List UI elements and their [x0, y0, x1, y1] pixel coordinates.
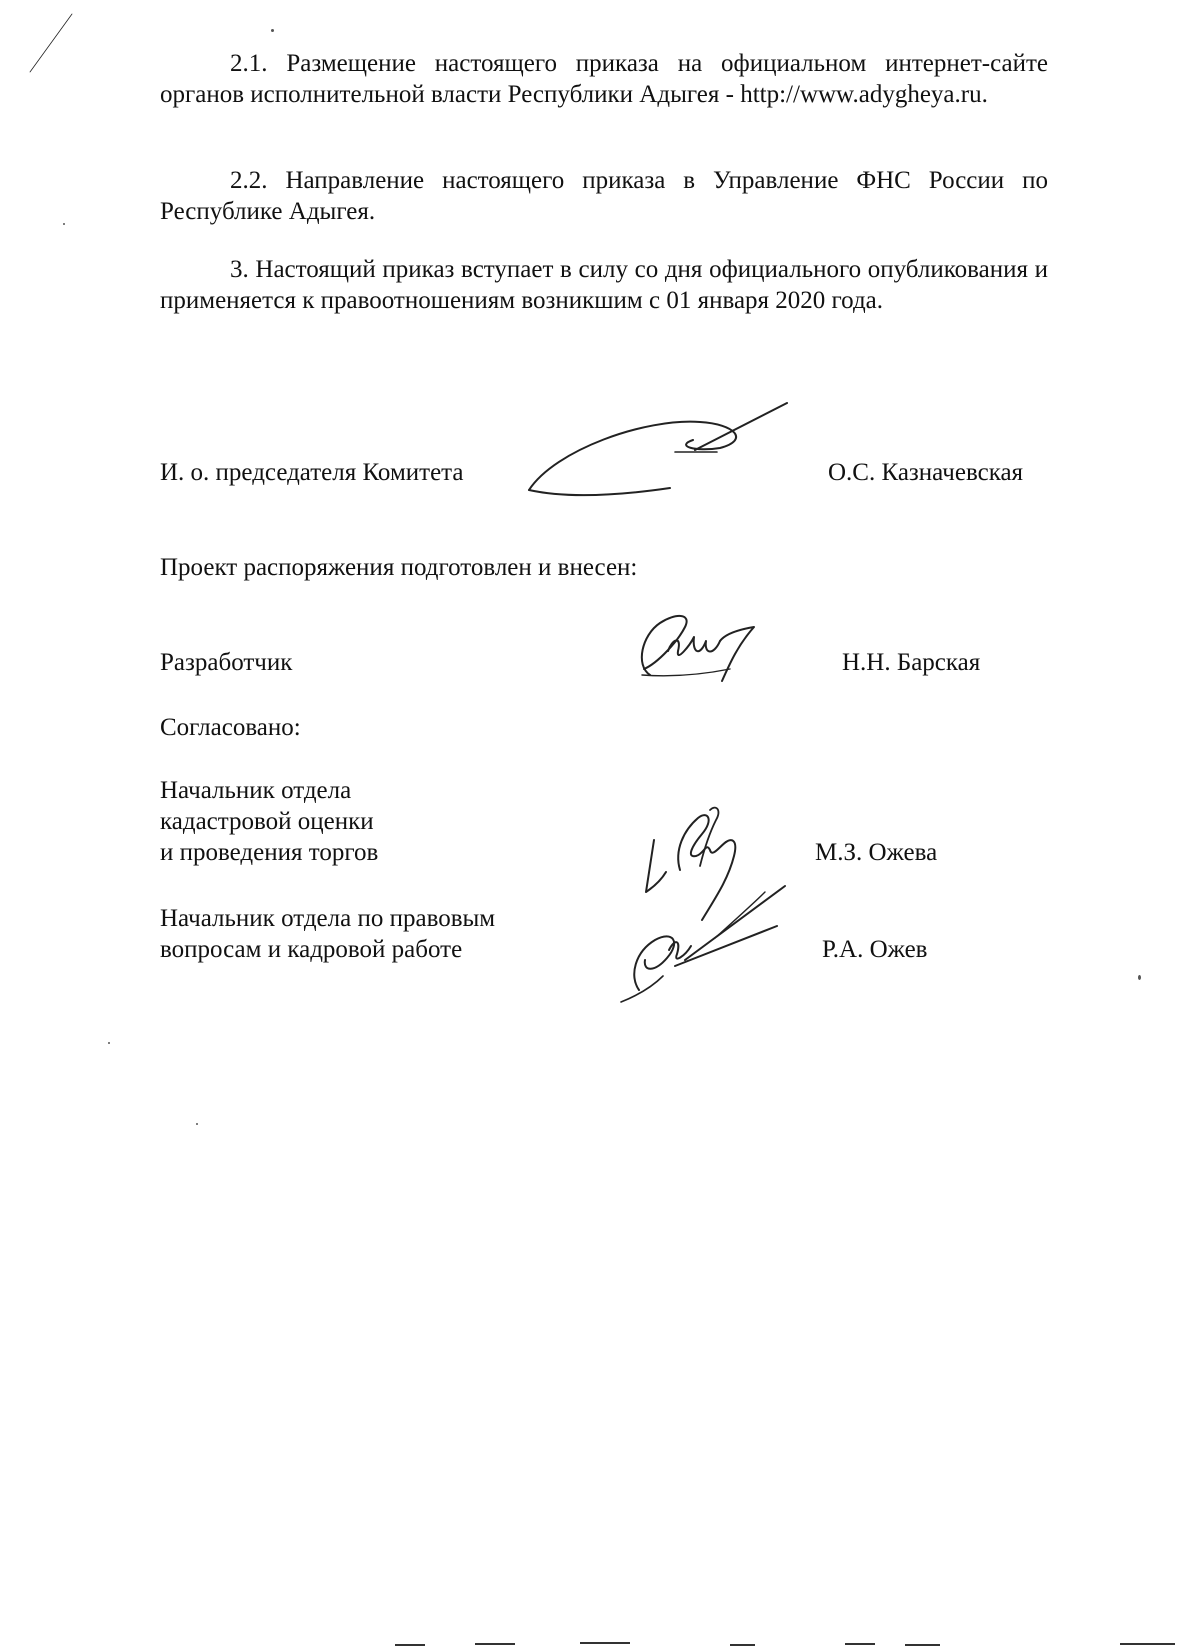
agreed-1-position-line-1: Начальник отдела: [160, 777, 352, 804]
scan-speck: [271, 29, 274, 32]
scan-speck: [196, 1123, 198, 1125]
paragraph-3: 3. Настоящий приказ вступает в силу со дня официального опубликования и применяется к правоотношениям возникшим с 01 января 2020 года.: [160, 256, 1048, 314]
signatory-position: И. о. председателя Комитета: [160, 459, 464, 486]
developer-signature-icon: [630, 605, 765, 685]
scan-edge-mark: [905, 1644, 940, 1646]
developer-name: Н.Н. Барская: [842, 649, 981, 676]
agreed-heading: Согласовано:: [160, 714, 301, 741]
scan-edge-mark: [1120, 1643, 1175, 1645]
agreed-2-position-line-1: Начальник отдела по правовым: [160, 905, 496, 932]
scan-speck: [1138, 975, 1141, 980]
agreed-1-name: М.З. Ожева: [815, 839, 938, 866]
prepared-heading: Проект распоряжения подготовлен и внесен:: [160, 554, 638, 581]
agreed-2-position-line-2: вопросам и кадровой работе: [160, 936, 463, 963]
scan-edge-mark: [845, 1643, 875, 1645]
handwritten-signature-icon: [525, 400, 805, 510]
agreed-2-signature-icon: [615, 880, 800, 1005]
scan-line: [20, 10, 80, 80]
scan-edge-mark: [730, 1644, 755, 1646]
scan-speck: [108, 1042, 110, 1044]
signatory-name: О.С. Казначевская: [828, 459, 1024, 486]
paragraph-2-1: 2.1. Размещение настоящего приказа на официальном интернет-сайте органов исполнительной власти Республики Адыгея - http://www.adygheya.ru.: [160, 50, 1048, 108]
agreed-2-name: Р.А. Ожев: [822, 936, 928, 963]
scan-edge-mark: [475, 1643, 515, 1645]
agreed-1-position-line-2: кадастровой оценки: [160, 808, 374, 835]
paragraph-2-2: 2.2. Направление настоящего приказа в Управление ФНС России по Республике Адыгея.: [160, 167, 1048, 225]
scan-edge-mark: [395, 1644, 425, 1646]
scan-speck: [63, 223, 65, 225]
agreed-1-position-line-3: и проведения торгов: [160, 839, 379, 866]
scan-edge-mark: [580, 1642, 630, 1644]
developer-role: Разработчик: [160, 649, 293, 676]
